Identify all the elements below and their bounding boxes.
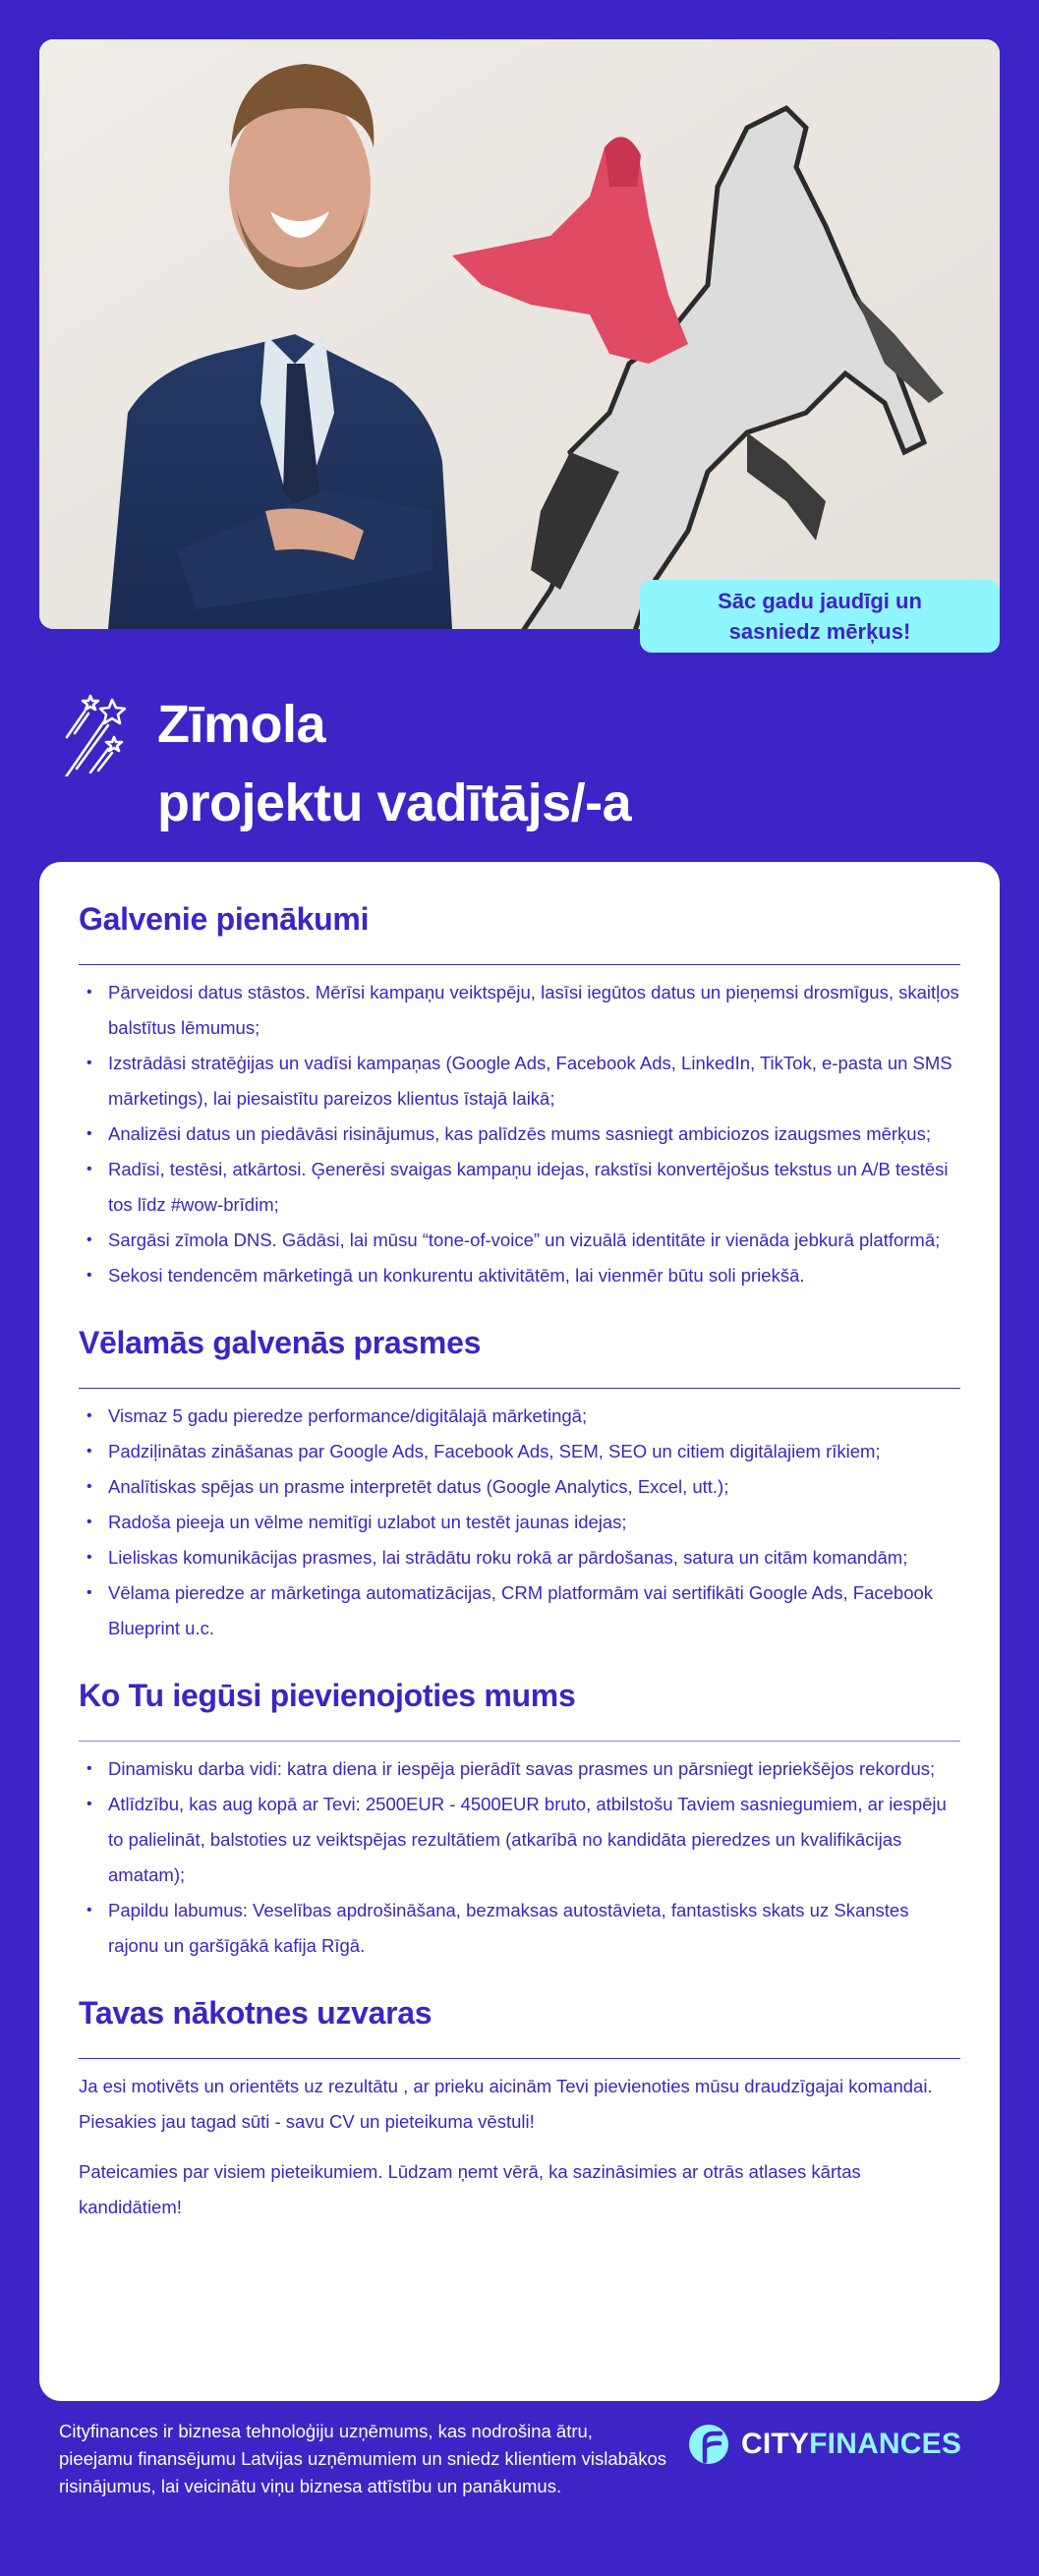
- hero-illustration: [39, 39, 1000, 629]
- section-benefits: [79, 1674, 960, 1964]
- logo-finances: FINANCES: [809, 2428, 962, 2460]
- cityfinances-logo[interactable]: [688, 2424, 961, 2465]
- page-title-line: projektu vadītājs/-a: [157, 773, 632, 832]
- section-skills: [79, 1321, 960, 1646]
- divider: [79, 1741, 960, 1742]
- shooting-stars-icon: [57, 688, 136, 776]
- list-item: • Padziļinātas zināšanas par Google Ads, Facebook Ads, SEM, SEO un citiem digitālajiem rīkiem;: [87, 1434, 960, 1469]
- list-item: • Lieliskas komunikācijas prasmes, lai strādātu roku rokā ar pārdošanas, satura un citām komandām;: [87, 1540, 960, 1575]
- logo-city: CITY: [741, 2428, 810, 2460]
- paragraph: Pateicamies par visiem pieteikumiem. Lūdzam ņemt vērā, ka sazināsimies ar otrās atlases kārtas kandidātiem!: [79, 2161, 861, 2217]
- logo-wordmark: [741, 2428, 961, 2461]
- list-item: • Dinamisku darba vidi: katra diena ir iespēja pierādīt savas prasmes un pārsniegt iepriekšējos rekordus;: [87, 1751, 960, 1787]
- hero-image: [39, 39, 1000, 629]
- divider: [79, 2058, 960, 2059]
- list-item: • Izstrādāsi stratēģijas un vadīsi kampaņas (Google Ads, Facebook Ads, LinkedIn, TikTok, e-pasta un SMS mārketings), lai piesaistītu pareizos klientus īstajā laikā;: [87, 1046, 960, 1116]
- footer-about: Cityfinances ir biznesa tehnoloģiju uzņēmums, kas nodrošina ātru, pieejamu finansējumu Latvijas uzņēmumiem un sniedz klientiem vislabākos risinājumus, lai veicinātu viņu biznesa attīstību un panākumus.: [59, 2421, 666, 2496]
- responsibilities-list: [79, 975, 960, 1293]
- list-item: • Papildu labumus: Veselības apdrošināšana, bezmaksas autostāvieta, fantastisks skats uz Skanstes rajonu un garšīgākā kafija Rīgā.: [87, 1893, 960, 1964]
- page-title: [157, 685, 631, 842]
- divider: [79, 1388, 960, 1389]
- benefits-list: [79, 1751, 960, 1964]
- list-item: • Atlīdzību, kas aug kopā ar Tevi: 2500EUR - 4500EUR bruto, atbilstošu Taviem sasniegumiem, ar iespēju to palielināt, balstoties uz veiktspējas rezultātiem (atkarībā no kandidāta pieredzes un kvalifikācijas amatam);: [87, 1787, 960, 1893]
- list-item: • Vēlama pieredze ar mārketinga automatizācijas, CRM platformām vai sertifikāti Google Ads, Facebook Blueprint u.c.: [87, 1575, 960, 1646]
- cityfinances-logo-icon: [688, 2424, 729, 2465]
- list-item: • Pārveidosi datus stāstos. Mērīsi kampaņu veiktspēju, lasīsi iegūtos datus un pieņemsi drosmīgus, skaitļos balstītus lēmumus;: [87, 975, 960, 1046]
- skills-list: [79, 1399, 960, 1646]
- list-item: • Sekosi tendencēm mārketingā un konkurentu aktivitātēm, lai vienmēr būtu soli priekšā.: [87, 1258, 960, 1293]
- paragraph: Ja esi motivēts un orientēts uz rezultātu , ar prieku aicinām Tevi pievienoties mūsu draudzīgajai komandai. Piesakies jau tagad sūti - savu CV un pieteikuma vēstuli!: [79, 2076, 933, 2132]
- list-item: • Analītiskas spējas un prasme interpretēt datus (Google Analytics, Excel, utt.);: [87, 1469, 960, 1505]
- title-block: [57, 685, 631, 842]
- content-card: [39, 862, 1000, 2401]
- list-item: • Radīsi, testēsi, atkārtosi. Ģenerēsi svaigas kampaņu idejas, rakstīsi konvertējošus tekstus un A/B testēsi tos līdz #wow-brīdim;: [87, 1152, 960, 1223]
- section-heading: Galvenie pienākumi: [79, 901, 370, 937]
- list-item: • Analizēsi datus un piedāvāsi risinājumus, kas palīdzēs mums sasniegt ambiciozos izaugsmes mērķus;: [87, 1116, 960, 1152]
- list-item: • Sargāsi zīmola DNS. Gādāsi, lai mūsu “tone-of-voice” un vizuālā identitāte ir vienāda jebkurā platformā;: [87, 1223, 960, 1258]
- section-heading: Vēlamās galvenās prasmes: [79, 1325, 482, 1360]
- list-item: • Vismaz 5 gadu pieredze performance/digitālajā mārketingā;: [87, 1399, 960, 1434]
- hero-badge-line: sasniedz mērķus!: [728, 619, 911, 644]
- section-heading: Ko Tu iegūsi pievienojoties mums: [79, 1678, 576, 1713]
- section-heading: Tavas nākotnes uzvaras: [79, 1995, 433, 2031]
- hero-badge-line: Sāc gadu jaudīgi un: [718, 589, 922, 613]
- page-title-line: Zīmola: [157, 695, 326, 754]
- list-item: • Radoša pieeja un vēlme nemitīgi uzlabot un testēt jaunas idejas;: [87, 1505, 960, 1540]
- divider: [79, 964, 960, 965]
- section-future-wins: [79, 1991, 960, 2225]
- section-responsibilities: [79, 897, 960, 1293]
- hero-badge: [640, 580, 1000, 653]
